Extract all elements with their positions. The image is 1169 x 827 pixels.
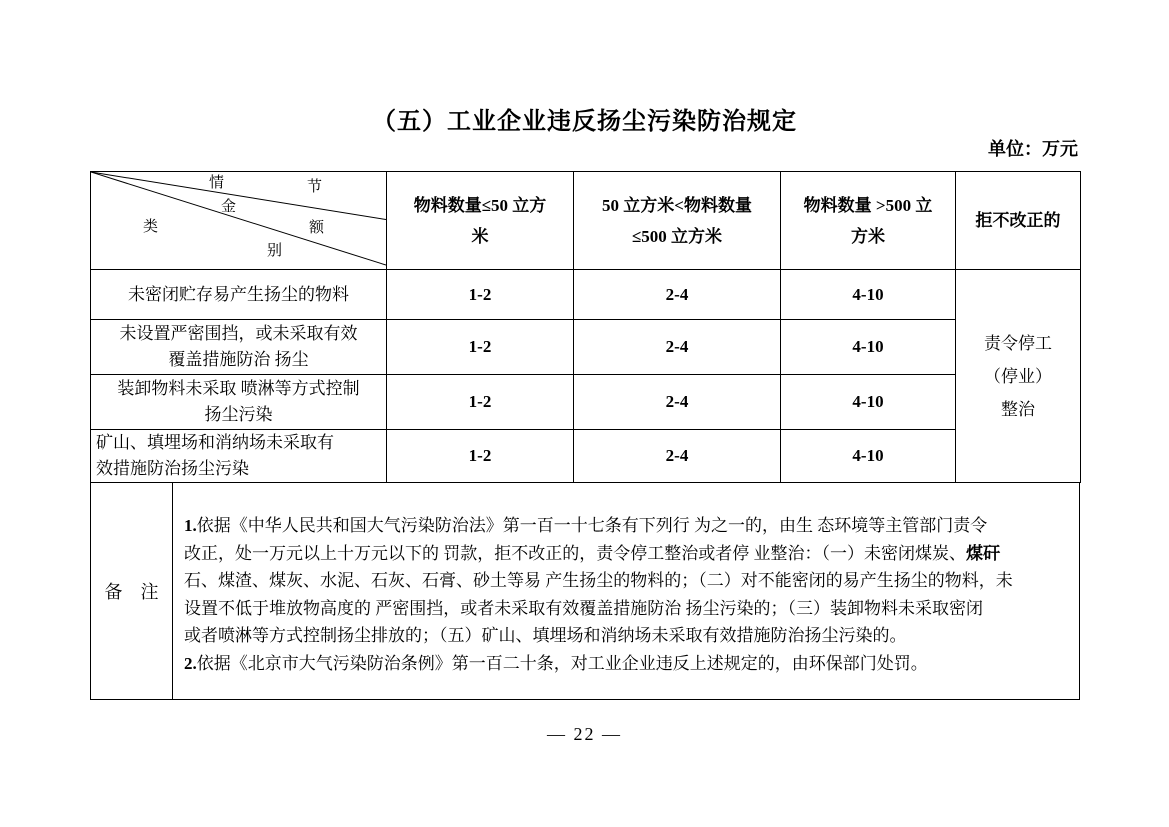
row-label-line: 矿山、填埋场和消纳场未采取有: [96, 433, 334, 452]
header-row: [91, 172, 1081, 270]
corner-label-category-1: 类: [143, 219, 159, 235]
fine-value: 1-2: [387, 430, 574, 483]
fine-value: 4-10: [781, 375, 956, 430]
fine-value: 1-2: [387, 375, 574, 430]
note-line: 或者喷淋等方式控制扬尘排放的；（五）矿山、填埋场和消纳场未采取有效措施防治扬尘污染的。: [184, 626, 907, 645]
header-line: 物料数量≤50 立方: [413, 195, 547, 215]
corner-label-amount-2: 额: [309, 220, 325, 236]
corner-label-circumstance-2: 节: [307, 179, 323, 195]
note-line: 2.依据《北京市大气污染防治条例》第一百二十条，对工业企业违反上述规定的，由环保部门处罚。: [184, 653, 928, 673]
main-table: [90, 171, 1081, 483]
note-line: 1.依据《中华人民共和国大气污染防治法》第一百一十七条有下列行 为之一的，由生 态环境等主管部门责令: [184, 516, 988, 535]
fine-value: 2-4: [574, 320, 781, 375]
fine-value: 4-10: [781, 270, 956, 320]
fine-value: 2-4: [574, 270, 781, 320]
penalty-line: （停业）: [984, 366, 1052, 386]
table-row: [91, 270, 1081, 320]
header-line: 拒不改正的: [975, 211, 1061, 230]
note-label: 备 注: [91, 483, 173, 699]
table-row: [91, 320, 1081, 375]
row-label-line: 效措施防治扬尘污染: [96, 459, 249, 478]
table-row: [91, 375, 1081, 430]
note-line: 设置不低于堆放物高度的 严密围挡，或者未采取有效覆盖措施防治 扬尘污染的；（三）装卸物料未采取密闭: [184, 598, 983, 618]
row-label-line: 未密闭贮存易产生扬尘的物料: [128, 284, 349, 304]
fine-value: 2-4: [574, 375, 781, 430]
row-label-line: 覆盖措施防治 扬尘: [168, 350, 309, 369]
table-row: [91, 430, 1081, 483]
header-line: 物料数量 >500 立: [803, 195, 933, 215]
corner-header-cell: [91, 172, 387, 270]
penalty-table: [90, 171, 1080, 700]
fine-value: 1-2: [387, 320, 574, 375]
fine-value: 1-2: [387, 270, 574, 320]
note-content: [173, 483, 1079, 699]
header-line: 50 立方米<物料数量: [602, 195, 752, 215]
column-header-quantity-medium: [574, 172, 781, 270]
column-header-refuse-correct: [956, 172, 1081, 270]
diagonal-lines-icon: [91, 172, 386, 269]
fine-value: 4-10: [781, 320, 956, 375]
column-header-quantity-small: [387, 172, 574, 270]
unit-label: 单位：万元: [988, 139, 1078, 159]
page-number: — 22 —: [547, 724, 622, 744]
note-line: 石、煤渣、煤灰、水泥、石灰、石膏、砂土等易 产生扬尘的物料的；（二）对不能密闭的易产生扬尘的物料，未: [184, 571, 1013, 590]
fine-value: 4-10: [781, 430, 956, 483]
penalty-line: 整治: [1001, 399, 1035, 419]
row-label-line: 未设置严密围挡，或未采取有效: [119, 324, 358, 343]
penalty-merged-cell: [956, 270, 1081, 483]
row-label-line: 装卸物料未采取 喷淋等方式控制: [117, 379, 360, 398]
row-label: [91, 320, 387, 375]
row-label: [91, 375, 387, 430]
corner-label-category-2: 别: [267, 243, 283, 259]
note-row: [90, 482, 1080, 700]
header-line: 米: [471, 226, 489, 246]
header-line: 方米: [851, 226, 885, 246]
row-label-line: 扬尘污染: [204, 405, 273, 424]
row-label: [91, 270, 387, 320]
page-title: （五）工业企业违反扬尘污染防治规定: [372, 109, 797, 135]
header-line: ≤500 立方米: [631, 226, 723, 246]
penalty-line: 责令停工: [984, 333, 1052, 353]
corner-label-circumstance-1: 情: [209, 175, 225, 191]
corner-label-amount-1: 金: [221, 199, 237, 215]
fine-value: 2-4: [574, 430, 781, 483]
column-header-quantity-large: [781, 172, 956, 270]
note-line: 改正，处一万元以上十万元以下的 罚款，拒不改正的，责令停工整治或者停 业整治：（一）未密闭煤炭、煤矸: [184, 543, 1000, 563]
row-label: [91, 430, 387, 483]
